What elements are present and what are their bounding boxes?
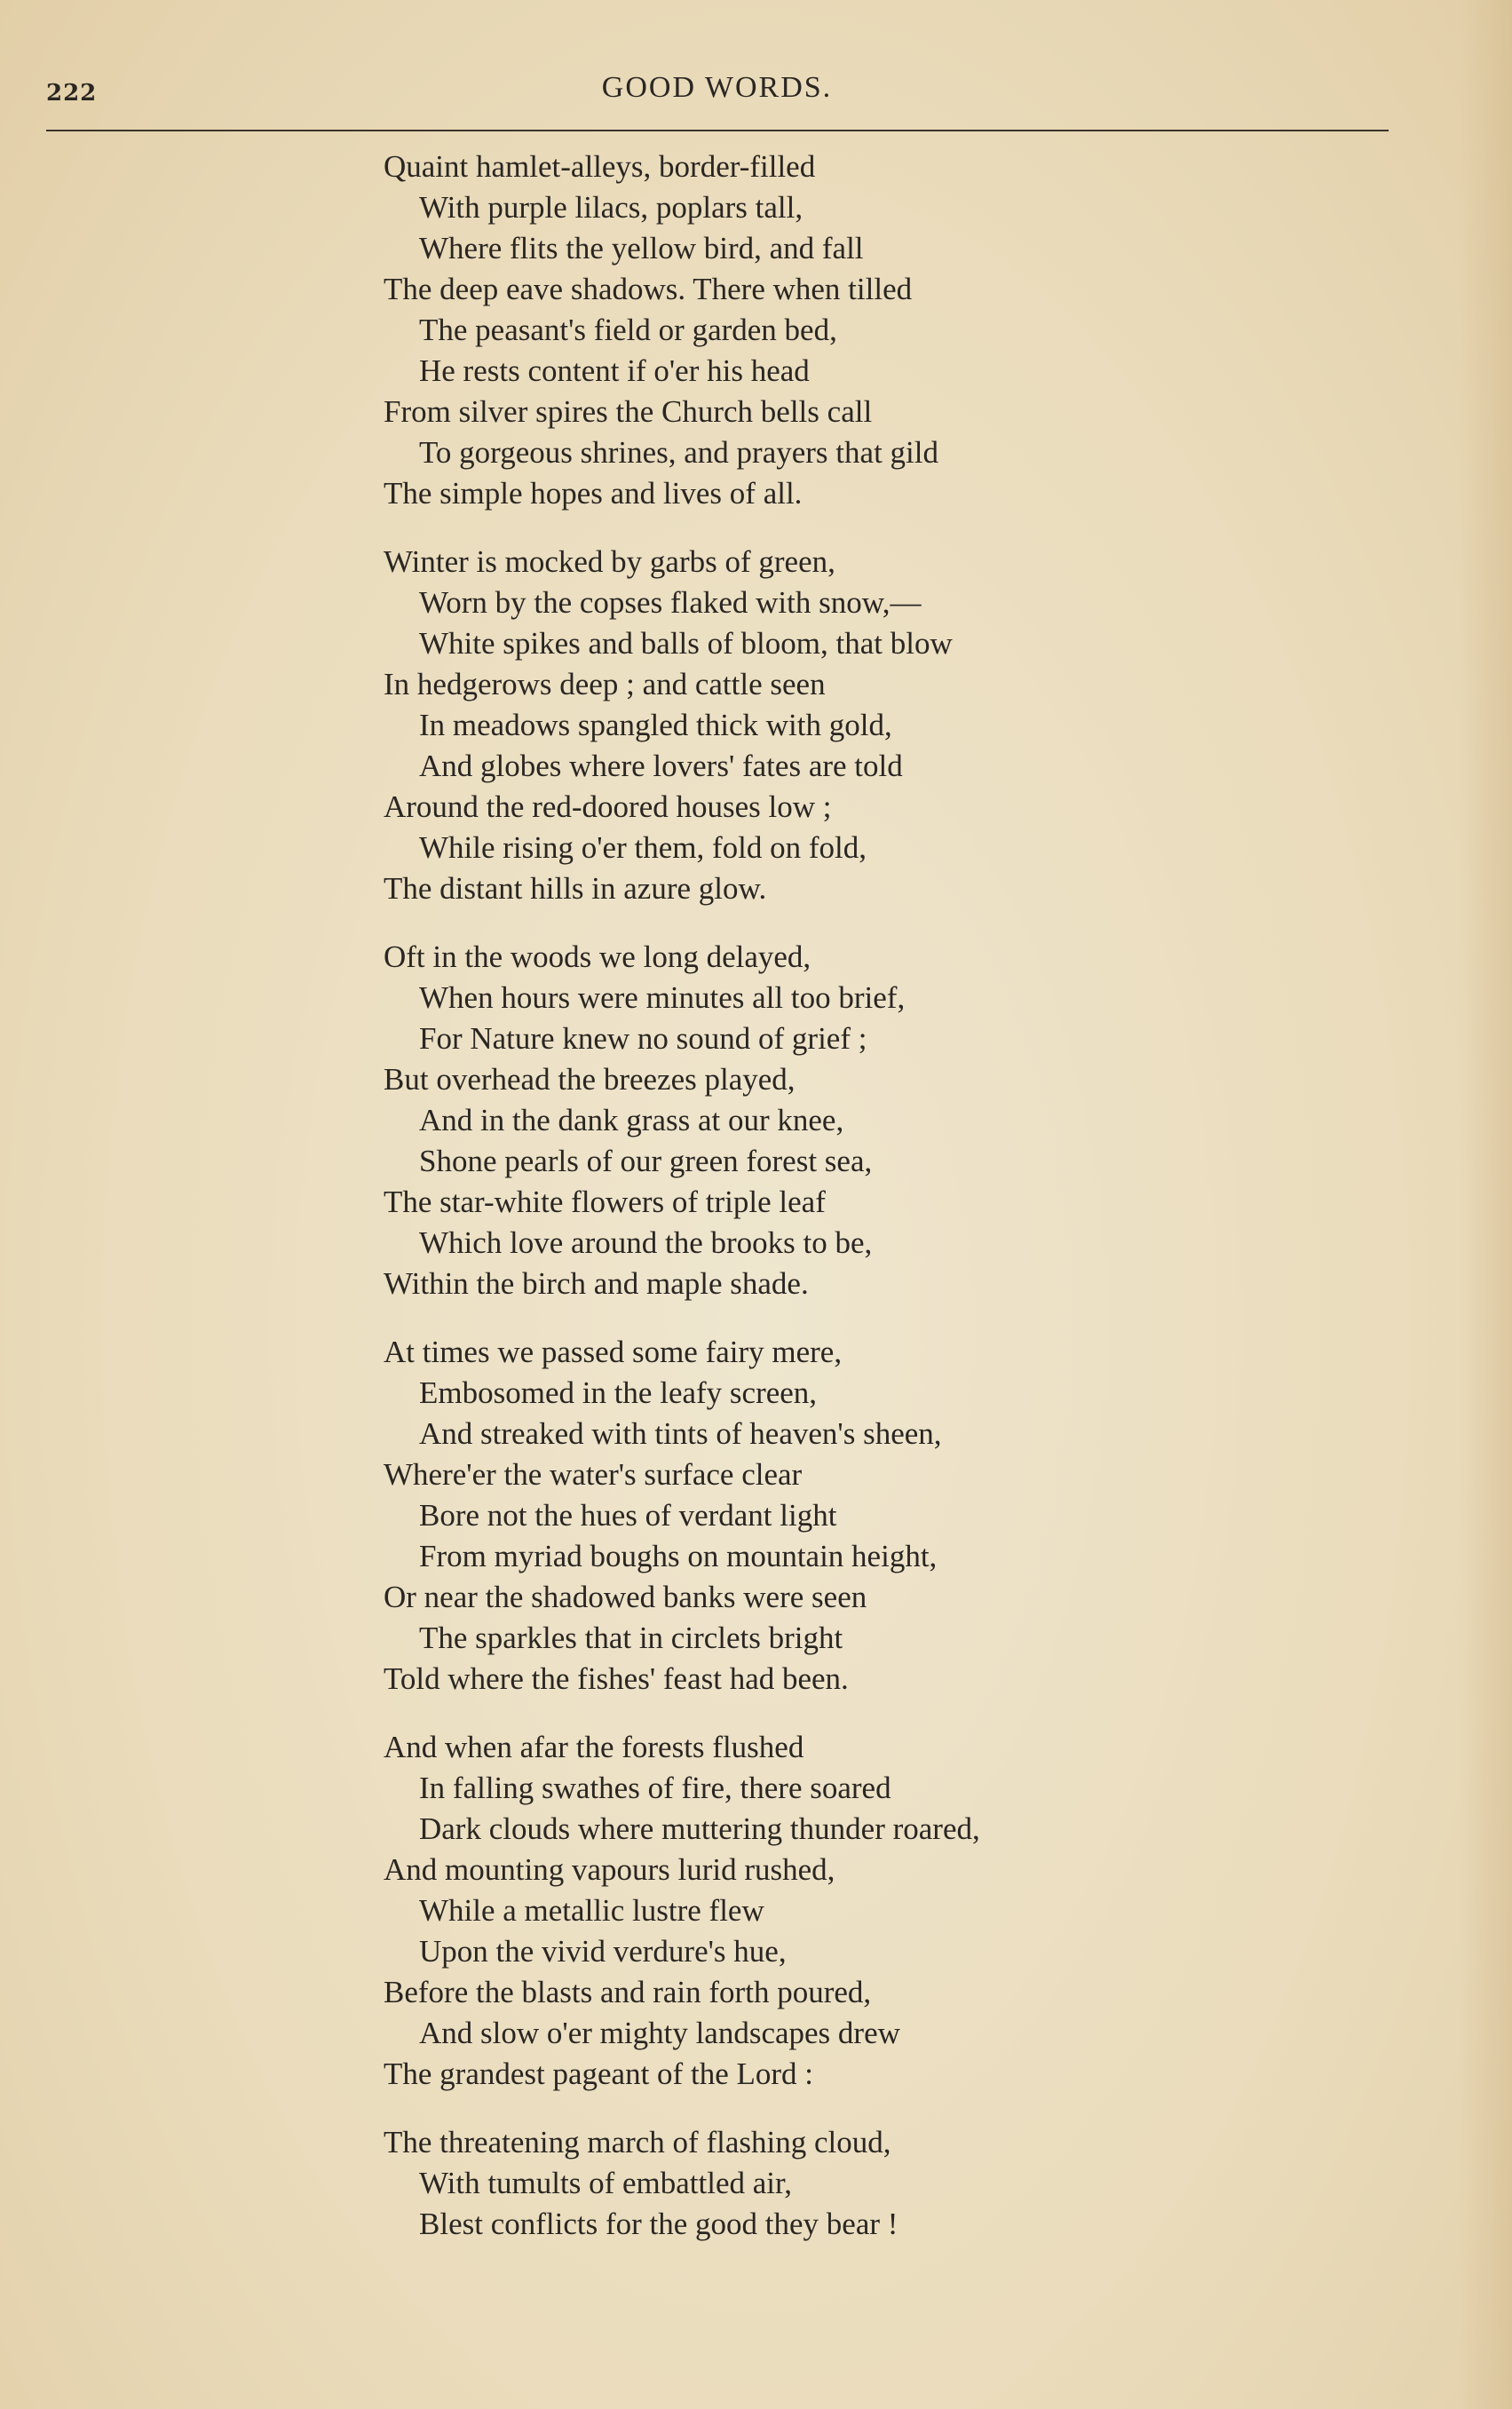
poem-line: But overhead the breezes played, [384, 1062, 796, 1097]
page-number: 222 [46, 80, 98, 107]
poem-line: The sparkles that in circlets bright [419, 1621, 843, 1655]
stanza [384, 147, 1183, 514]
running-head: GOOD WORDS. [601, 71, 833, 104]
stanza [384, 1332, 1183, 1700]
poem-line: When hours were minutes all too brief, [419, 980, 906, 1015]
poem-line: To gorgeous shrines, and prayers that gild [419, 435, 938, 470]
poem-line: Around the red-doored houses low ; [384, 789, 832, 824]
poem-line: White spikes and balls of bloom, that blow [419, 626, 953, 661]
poem-line: With tumults of embattled air, [419, 2166, 793, 2200]
poem-line: The grandest pageant of the Lord : [384, 2056, 813, 2091]
poem-line: For Nature knew no sound of grief ; [419, 1021, 867, 1056]
poem-line: With purple lilacs, poplars tall, [419, 190, 803, 225]
poem-line: Within the birch and maple shade. [384, 1266, 809, 1301]
poem-line: Before the blasts and rain forth poured, [384, 1975, 872, 2009]
poem-line: The peasant's field or garden bed, [419, 313, 837, 347]
poem-line: Oft in the woods we long delayed, [384, 939, 811, 974]
poem-line: Where flits the yellow bird, and fall [419, 231, 864, 265]
poem-line: The distant hills in azure glow. [384, 871, 767, 906]
poem-line: And slow o'er mighty landscapes drew [419, 2016, 900, 2050]
poem [384, 147, 1183, 2272]
poem-line: Upon the vivid verdure's hue, [419, 1934, 787, 1969]
poem-line: From myriad boughs on mountain height, [419, 1539, 938, 1573]
poem-line: And globes where lovers' fates are told [419, 749, 903, 783]
poem-line: In falling swathes of fire, there soared [419, 1771, 891, 1805]
poem-line: Winter is mocked by garbs of green, [384, 544, 835, 579]
poem-line: While rising o'er them, fold on fold, [419, 830, 867, 865]
stanza [384, 2122, 1183, 2245]
poem-line: Shone pearls of our green forest sea, [419, 1144, 873, 1178]
poem-line: And streaked with tints of heaven's sheen, [419, 1416, 942, 1451]
poem-line: While a metallic lustre flew [419, 1893, 764, 1928]
poem-line: Embosomed in the leafy screen, [419, 1375, 818, 1410]
poem-line: The star-white flowers of triple leaf [384, 1185, 826, 1219]
poem-line: The deep eave shadows. There when tilled [384, 272, 913, 306]
poem-line: Or near the shadowed banks were seen [384, 1580, 867, 1614]
poem-line: And when afar the forests flushed [384, 1730, 804, 1764]
stanza [384, 1727, 1183, 2095]
poem-line: Worn by the copses flaked with snow,— [419, 585, 922, 620]
poem-line: In hedgerows deep ; and cattle seen [384, 667, 826, 701]
poem-line: Bore not the hues of verdant light [419, 1498, 837, 1533]
poem-line: The simple hopes and lives of all. [384, 476, 803, 511]
poem-line: Which love around the brooks to be, [419, 1225, 873, 1260]
poem-line: Dark clouds where muttering thunder roared, [419, 1811, 980, 1846]
stanza [384, 542, 1183, 909]
poem-line: And in the dank grass at our knee, [419, 1103, 844, 1137]
poem-line: The threatening march of flashing cloud, [384, 2125, 891, 2159]
stanza [384, 937, 1183, 1304]
poem-line: And mounting vapours lurid rushed, [384, 1852, 835, 1887]
poem-line: From silver spires the Church bells call [384, 394, 873, 429]
poem-line: Where'er the water's surface clear [384, 1457, 803, 1492]
poem-line: He rests content if o'er his head [419, 353, 810, 388]
poem-line: Quaint hamlet-alleys, border-filled [384, 149, 816, 184]
poem-line: At times we passed some fairy mere, [384, 1335, 843, 1369]
header-rule [46, 130, 1389, 131]
poem-line: In meadows spangled thick with gold, [419, 708, 892, 742]
poem-line: Blest conflicts for the good they bear ! [419, 2207, 898, 2241]
poem-line: Told where the fishes' feast had been. [384, 1661, 849, 1696]
